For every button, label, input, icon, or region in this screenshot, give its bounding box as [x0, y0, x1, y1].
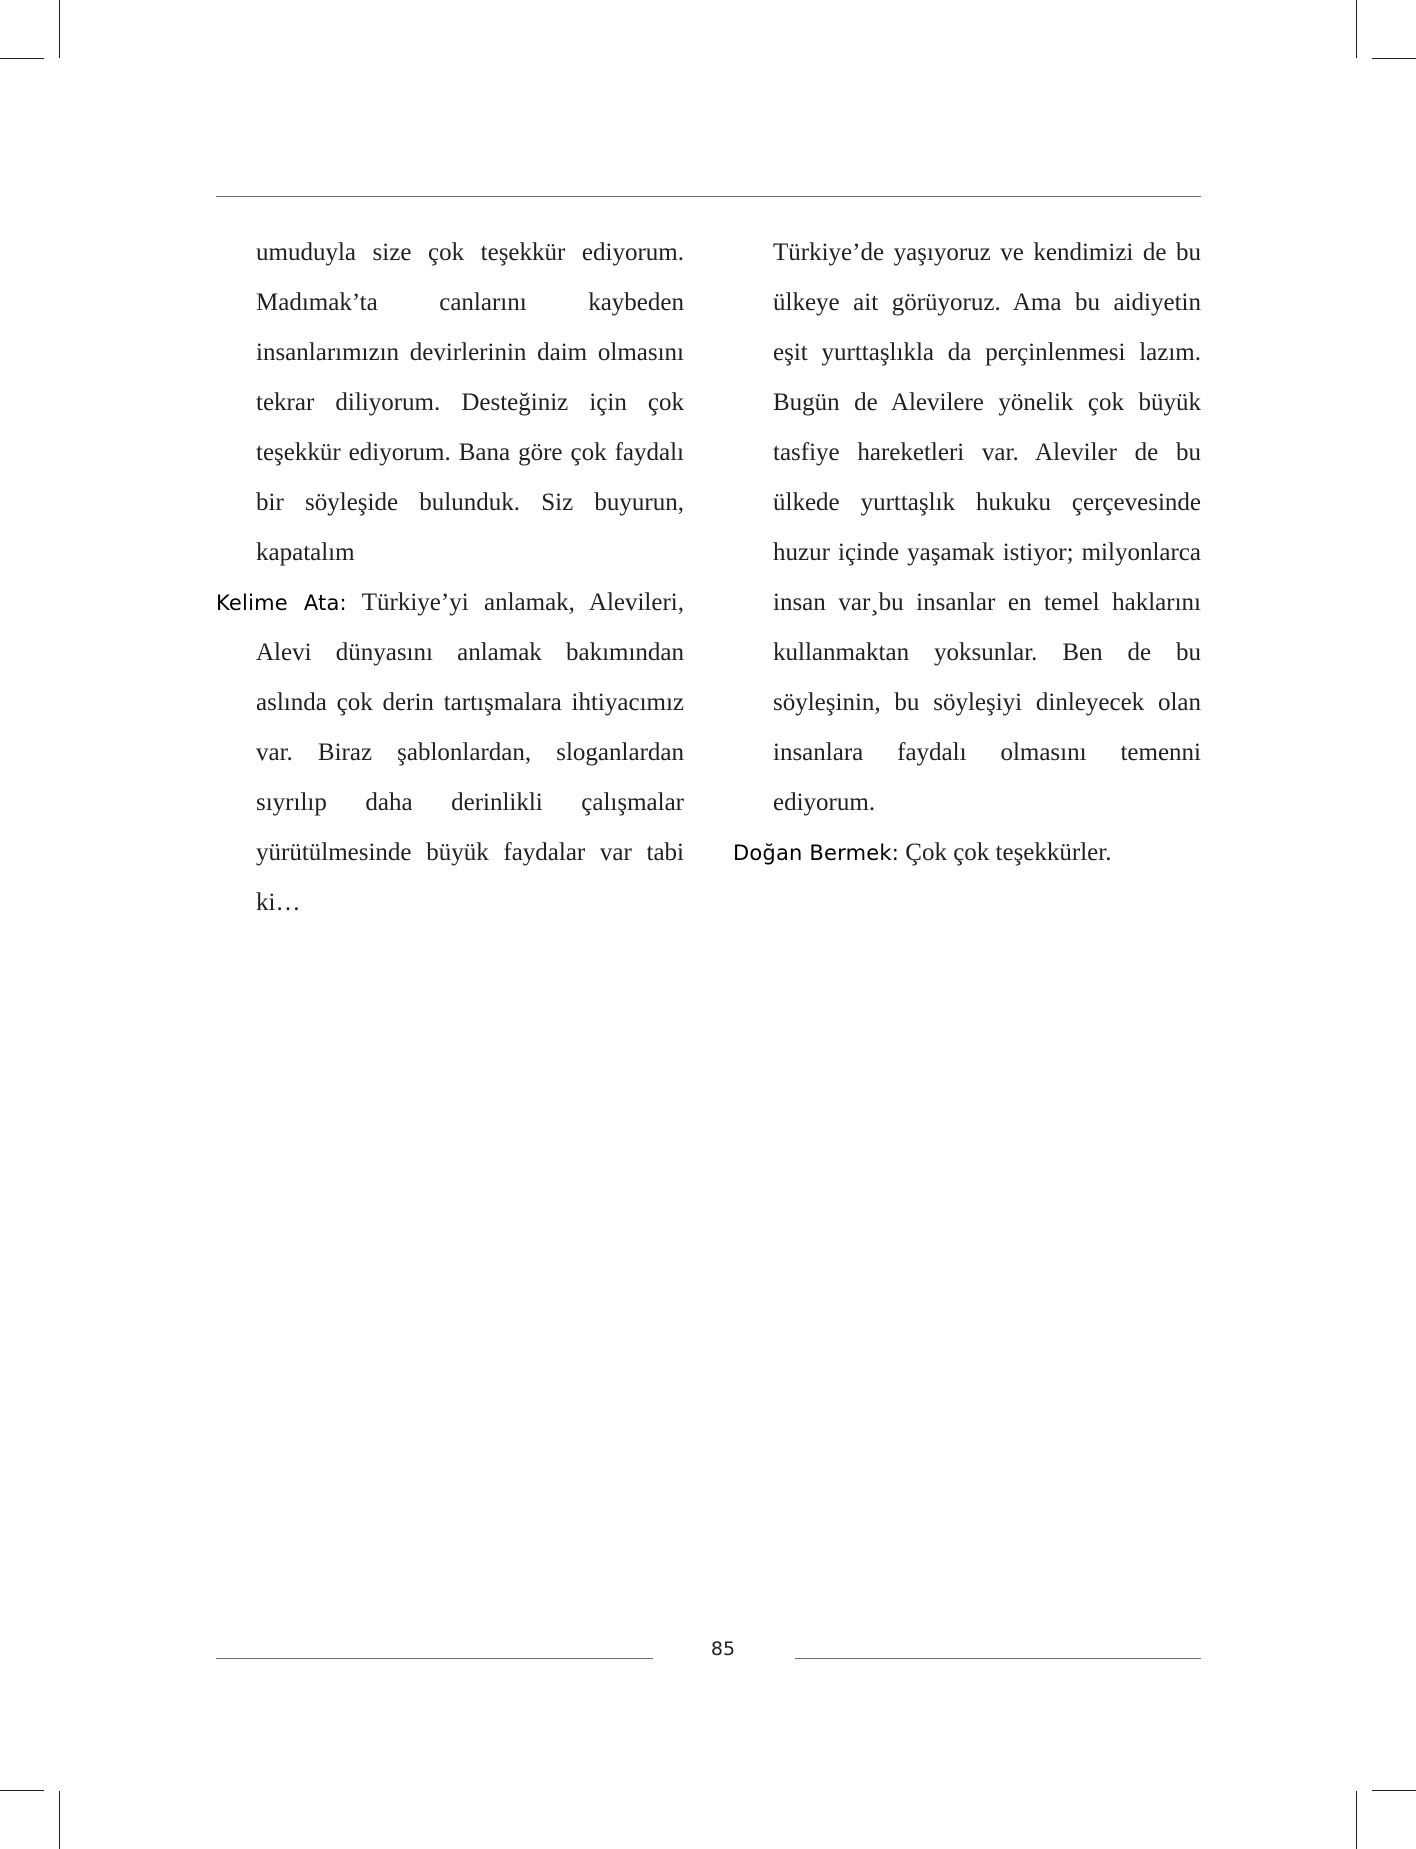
right-column — [733, 228, 1201, 878]
crop-mark-top-left-vertical — [59, 0, 60, 58]
crop-mark-top-right-horizontal — [1372, 58, 1416, 59]
page-number: 85 — [710, 1638, 736, 1660]
speaker-name: Doğan Bermek: — [733, 841, 900, 865]
crop-mark-bottom-right-vertical — [1356, 1791, 1357, 1849]
footer-rule-right — [795, 1658, 1201, 1659]
speech-text: Çok çok teşekkürler. — [899, 839, 1112, 866]
footer-rule-left — [216, 1658, 653, 1659]
crop-mark-top-left-horizontal — [0, 58, 44, 59]
header-rule — [216, 196, 1201, 197]
crop-mark-top-right-vertical — [1356, 0, 1357, 58]
paragraph-continuation: umuduyla size çok teşekkür ediyorum. Madımak’ta canlarını kaybeden insanlarımızın devirlerinin daim olmasını tekrar diliyorum. Desteğiniz için çok teşekkür ediyorum. Bana göre çok faydalı bir söyleşide bulunduk. Siz buyurun, kapatalım — [256, 239, 684, 566]
crop-mark-bottom-right-horizontal — [1372, 1790, 1416, 1791]
speaker-name: Kelime Ata: — [216, 591, 347, 615]
crop-mark-bottom-left-horizontal — [0, 1790, 44, 1791]
paragraph-dogan-bermek — [733, 828, 1201, 878]
left-column — [216, 228, 684, 928]
crop-mark-bottom-left-vertical — [59, 1791, 60, 1849]
paragraph-continuation: Türkiye’de yaşıyoruz ve kendimizi de bu ülkeye ait görüyoruz. Ama bu aidiyetin eşit yurttaşlıkla da perçinlenmesi lazım. Bugün de Alevilere yönelik çok büyük tasfiye hareketleri var. Aleviler de bu ülkede yurttaşlık hukuku çerçevesinde huzur içinde yaşamak istiyor; milyonlarca insan var¸bu insanlar en temel haklarını kullanmaktan yoksunlar. Ben de bu söyleşinin, bu söyleşiyi dinleyecek olan insanlara faydalı olmasını temenni ediyorum. — [773, 239, 1201, 816]
paragraph-kelime-ata — [216, 578, 684, 928]
speech-text: Türkiye’yi anlamak, Alevileri, Alevi dünyasını anlamak bakımından aslında çok derin tartışmalara ihtiyacımız var. Biraz şablonlardan, sloganlardan sıyrılıp daha derinlikli çalışmalar yürütülmesinde büyük faydalar var tabi ki… — [256, 589, 684, 916]
